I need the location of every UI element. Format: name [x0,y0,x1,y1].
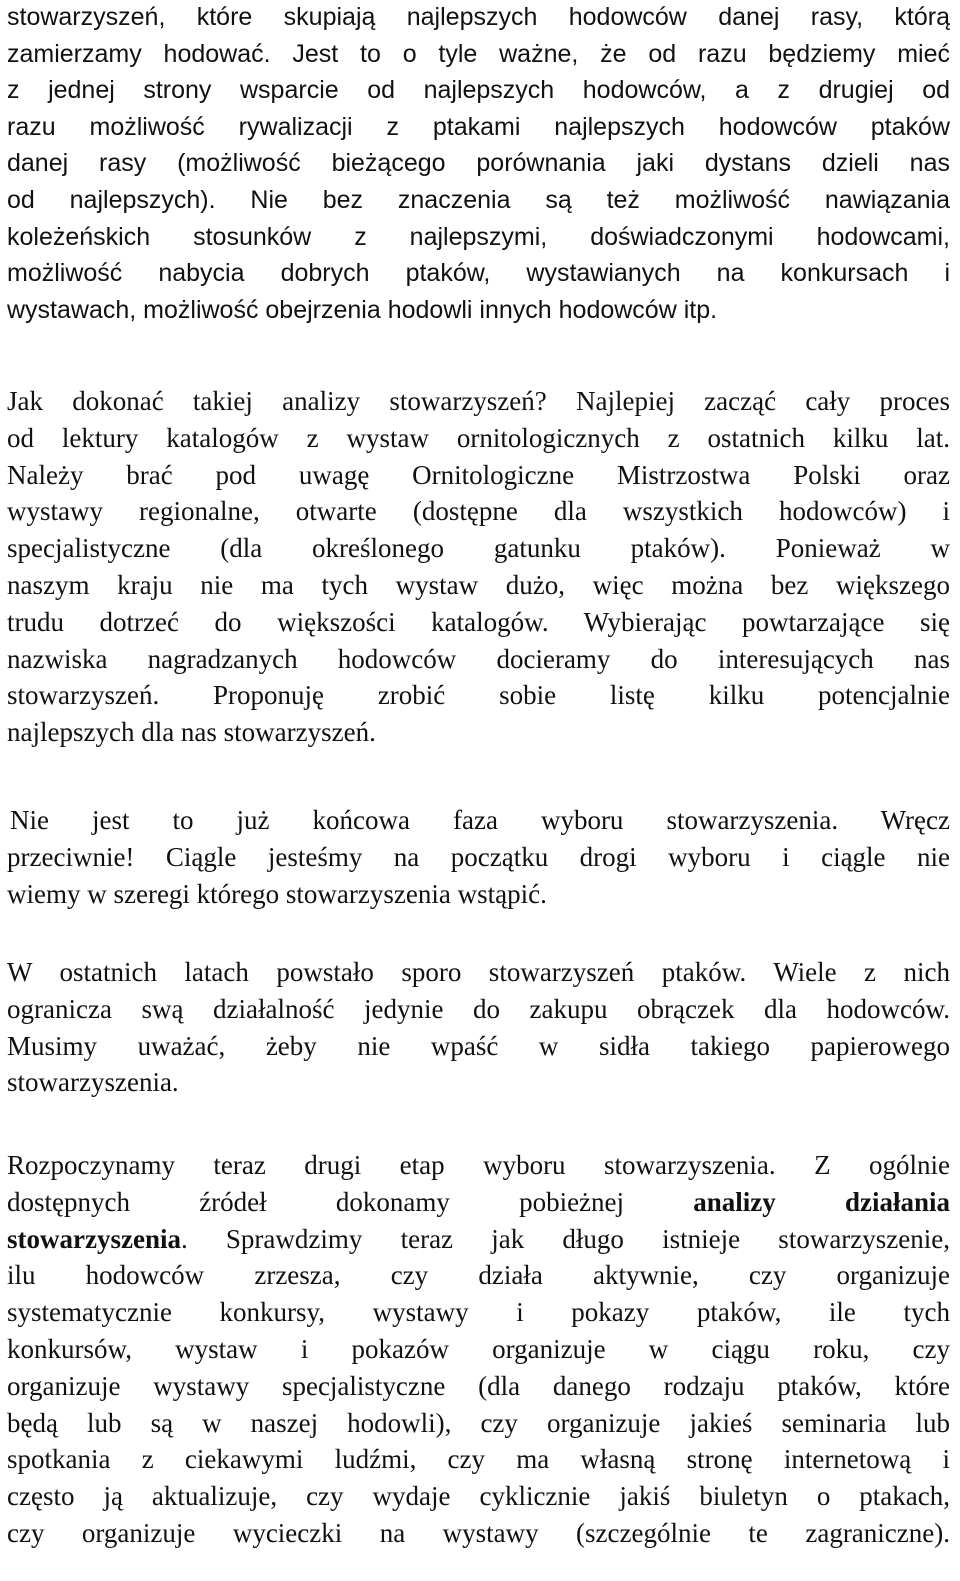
paragraph-4 [7,954,950,1101]
paragraph-line: Jak dokonać takiej analizy stowarzyszeń? Najlepiej zacząć cały proces [7,386,950,416]
paragraph-text: dostępnych źródeł dokonamy pobieżnej [7,1186,694,1217]
paragraph-line: przeciwnie! Ciągle jesteśmy na początku drogi wyboru i ciągle nie [7,841,950,872]
paragraph-line: od najlepszych). Nie bez znaczenia są też możliwość nawiązania [7,185,950,214]
bold-phrase: analizy działania [693,1186,950,1217]
paragraph-5 [7,1147,950,1552]
paragraph-line: stowarzyszeń. Proponuję zrobić sobie listę kilku potencjalnie [7,680,950,711]
paragraph-line: specjalistyczne (dla określonego gatunku ptaków). Ponieważ w [7,533,950,564]
paragraph-line: organizuje wystawy specjalistyczne (dla danego rodzaju ptaków, które [7,1370,950,1401]
paragraph-line: trudu dotrzeć do większości katalogów. Wybierając powtarzające się [7,606,950,637]
paragraph-line: z jednej strony wsparcie od najlepszych hodowców, a z drugiej od [7,76,950,105]
paragraph-line: najlepszych dla nas stowarzyszeń. [7,717,376,748]
paragraph-line [7,1184,950,1221]
paragraph-line: razu możliwość rywalizacji z ptakami najlepszych hodowców ptaków [7,112,950,141]
paragraph-line: stowarzyszeń, które skupiają najlepszych hodowców danej rasy, którą [7,3,950,31]
paragraph-line: ogranicza swą działalność jedynie do zakupu obrączek dla hodowców. [7,993,950,1024]
paragraph-line: koleżeńskich stosunków z najlepszymi, doświadczonymi hodowcami, [7,222,950,251]
paragraph-line: nazwiska nagradzanych hodowców docieramy do interesujących nas [7,643,950,674]
paragraph-line: danej rasy (możliwość bieżącego porównania jaki dystans dzieli nas [7,149,950,178]
paragraph-line: Należy brać pod uwagę Ornitologiczne Mistrzostwa Polski oraz [7,459,950,490]
paragraph-line: Musimy uważać, żeby nie wpaść w sidła takiego papierowego [7,1030,950,1061]
paragraph-line: naszym kraju nie ma tych wystaw dużo, więc można bez większego [7,569,950,600]
paragraph-3 [7,802,950,912]
paragraph-line: ilu hodowców zrzesza, czy działa aktywnie, czy organizuje [7,1260,950,1291]
paragraph-line: będą lub są w naszej hodowli), czy organizuje jakieś seminaria lub [7,1407,950,1438]
paragraph-line: systematycznie konkursy, wystawy i pokazy ptaków, ile tych [7,1297,950,1328]
paragraph-line: możliwość nabycia dobrych ptaków, wystawianych na konkursach i [7,259,950,288]
paragraph-line: Nie jest to już końcowa faza wyboru stowarzyszenia. Wręcz [10,805,950,835]
paragraph-line: często ją aktualizuje, czy wydaje cyklicznie jakiś biuletyn o ptakach, [7,1481,950,1512]
paragraph-line: stowarzyszenia. [7,1067,179,1098]
paragraph-1 [7,0,950,328]
paragraph-2 [7,383,950,751]
bold-phrase: stowarzyszenia [7,1223,181,1254]
paragraph-line: Rozpoczynamy teraz drugi etap wyboru stowarzyszenia. Z ogólnie [7,1150,950,1180]
paragraph-line: konkursów, wystaw i pokazów organizuje w ciągu roku, czy [7,1333,950,1364]
paragraph-line [7,1221,950,1258]
paragraph-line: od lektury katalogów z wystaw ornitologicznych z ostatnich kilku lat. [7,422,950,453]
paragraph-line: spotkania z ciekawymi ludźmi, czy ma własną stronę internetową i [7,1444,950,1475]
paragraph-line: wystawach, możliwość obejrzenia hodowli innych hodowców itp. [7,295,718,324]
paragraph-text: . Sprawdzimy teraz jak długo istnieje stowarzyszenie, [180,1223,950,1254]
paragraph-line: zamierzamy hodować. Jest to o tyle ważne, że od razu będziemy mieć [7,39,950,68]
paragraph-line: W ostatnich latach powstało sporo stowarzyszeń ptaków. Wiele z nich [7,957,950,987]
paragraph-line: wiemy w szeregi którego stowarzyszenia wstąpić. [7,878,547,909]
paragraph-line: wystawy regionalne, otwarte (dostępne dla wszystkich hodowców) i [7,496,950,527]
paragraph-line: czy organizuje wycieczki na wystawy (szczególnie te zagraniczne). [7,1517,950,1548]
